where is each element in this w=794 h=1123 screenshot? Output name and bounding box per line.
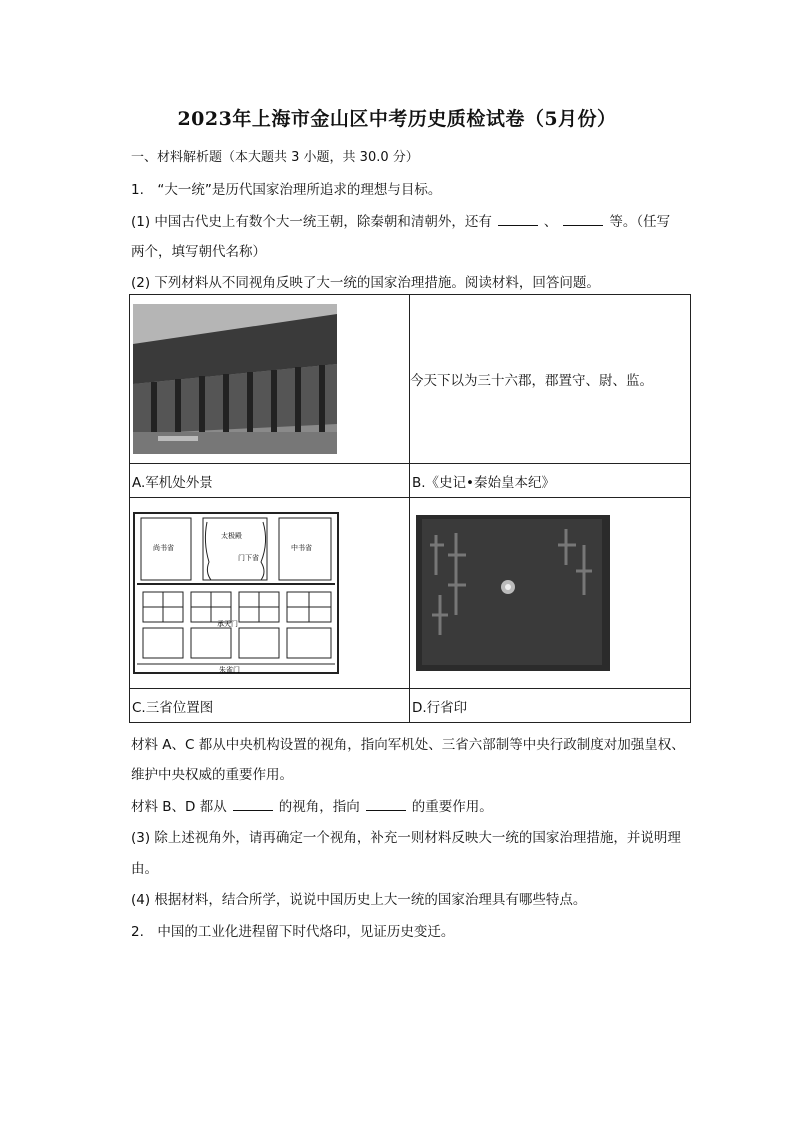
material-a-cell: [130, 295, 410, 464]
military-office-photo: [133, 304, 337, 454]
q1-part1-cont: 两个，填写朝代名称）: [131, 244, 266, 260]
q1-part1: [131, 210, 670, 230]
material-b-cell: [410, 295, 691, 464]
q1-stem: 1. “大一统”是历代国家治理所追求的理想与目标。: [131, 182, 442, 198]
materials-table: [129, 294, 691, 723]
material-note-3: [131, 795, 493, 815]
material-note-3-a: 材料 B、D 都从: [131, 799, 227, 815]
section-heading: 一、材料解析题（本大题共 3 小题，共 30.0 分）: [131, 150, 419, 165]
map-label-3: 中书省: [291, 544, 312, 552]
map-label-5: 朱雀门: [219, 666, 240, 674]
q1-part2: (2) 下列材料从不同视角反映了大一统的国家治理措施。阅读材料，回答问题。: [131, 275, 600, 291]
material-note-2: 维护中央权威的重要作用。: [131, 767, 293, 783]
answer-blank-1[interactable]: [498, 213, 538, 226]
provincial-seal-photo: [416, 515, 610, 671]
material-b-text: 今天下以为三十六郡，郡置守、尉、监。: [410, 373, 653, 389]
material-note-3-b: 的视角，指向: [278, 799, 360, 815]
caption-b: B.《史记•秦始皇本纪》: [410, 464, 691, 498]
q1-part1-text-b: 等。（任写: [609, 214, 671, 230]
map-label-2: 门下省: [238, 554, 259, 562]
material-note-3-c: 的重要作用。: [411, 799, 493, 815]
material-note-1: 材料 A、C 都从中央机构设置的视角，指向军机处、三省六部制等中央行政制度对加强皇权、: [131, 737, 685, 753]
map-label-1: 太极殿: [221, 532, 242, 540]
answer-blank-4[interactable]: [366, 798, 406, 811]
page-title: 2023年上海市金山区中考历史质检试卷（5月份）: [177, 108, 617, 130]
three-departments-map: [133, 512, 339, 674]
q2-stem: 2. 中国的工业化进程留下时代烙印，见证历史变迁。: [131, 924, 455, 940]
q1-part1-sep: 、: [543, 214, 558, 230]
answer-blank-2[interactable]: [563, 213, 603, 226]
material-d-cell: [410, 498, 691, 689]
map-label-0: 尚书省: [153, 544, 174, 552]
caption-c: C.三省位置图: [130, 689, 410, 723]
q1-part1-text-a: (1) 中国古代史上有数个大一统王朝，除秦朝和清朝外，还有: [131, 214, 492, 230]
map-label-4: 承天门: [217, 620, 238, 628]
q1-part4: (4) 根据材料，结合所学，说说中国历史上大一统的国家治理具有哪些特点。: [131, 892, 587, 908]
q1-part3: (3) 除上述视角外，请再确定一个视角，补充一则材料反映大一统的国家治理措施，并说明理: [131, 830, 681, 846]
answer-blank-3[interactable]: [233, 798, 273, 811]
caption-d: D.行省印: [410, 689, 691, 723]
material-c-cell: [130, 498, 410, 689]
caption-a: A.军机处外景: [130, 464, 410, 498]
q1-part3-cont: 由。: [131, 861, 158, 877]
